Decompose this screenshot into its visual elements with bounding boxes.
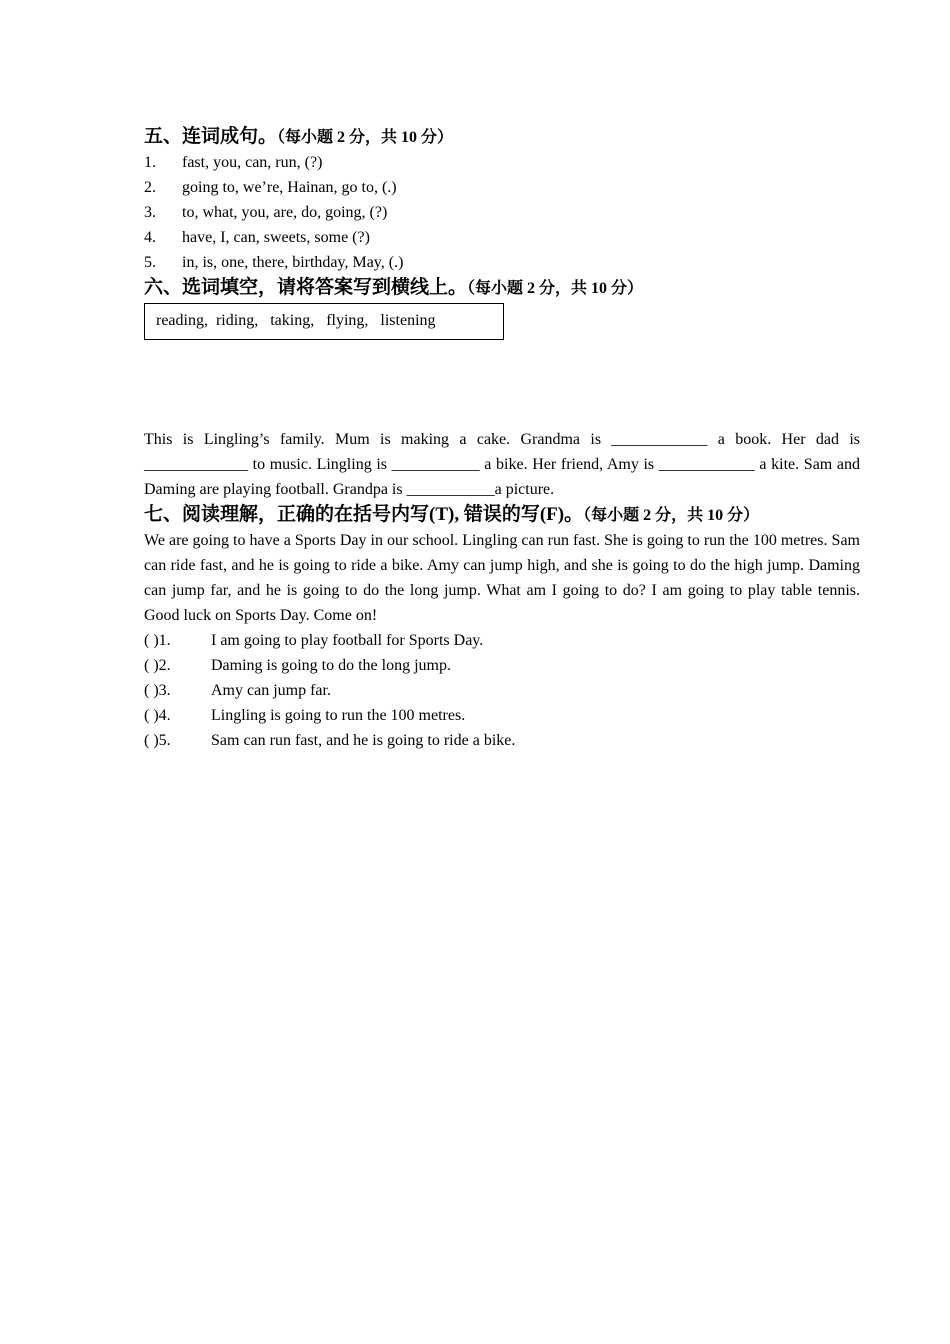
item-number: 1. [144,154,156,171]
section5-item [144,150,860,175]
item-text: in, is, one, there, birthday, May, (.) [182,254,404,271]
section5-item [144,225,860,250]
section5-title: 五、连词成句。 [144,126,278,147]
item-text: Sam can run fast, and he is going to ride a bike. [211,732,516,749]
section5-item [144,250,860,275]
item-text: fast, you, can, run, (?) [182,154,323,171]
true-false-item [144,703,860,728]
answer-bracket: ( )5. [144,732,171,749]
section5-item [144,175,860,200]
answer-bracket: ( )4. [144,707,171,724]
section7-title: 七、阅读理解，正确的在括号内写(T), 错误的写(F)。 [144,504,584,525]
blank-space [144,340,860,427]
answer-bracket: ( )1. [144,632,171,649]
section5-item [144,200,860,225]
true-false-item [144,678,860,703]
item-text: Daming is going to do the long jump. [211,657,451,674]
item-text: going to, we’re, Hainan, go to, (.) [182,179,397,196]
section5-note: （每小题 2 分，共 10 分） [277,129,454,146]
answer-bracket: ( )2. [144,657,171,674]
answer-bracket: ( )3. [144,682,171,699]
item-number: 3. [144,204,156,221]
section6-passage: This is Lingling’s family. Mum is making a cake. Grandma is ____________ a book. Her dad is _____________ to music. Lingling is ___________ a bike. Her friend, Amy is ____________ a kite. Sam and Daming are playing football. Grandpa is ___________a picture. [144,431,860,498]
item-text: I am going to play football for Sports Day. [211,632,484,649]
section6-note: （每小题 2 分，共 10 分） [467,280,644,297]
section7-heading [144,502,860,528]
item-text: to, what, you, are, do, going, (?) [182,204,388,221]
item-number: 5. [144,254,156,271]
worksheet-page [144,124,860,753]
item-text: have, I, can, sweets, some (?) [182,229,370,246]
item-text: Lingling is going to run the 100 metres. [211,707,466,724]
section7-passage: We are going to have a Sports Day in our school. Lingling can run fast. She is going to run the 100 metres. Sam can ride fast, and he is going to ride a bike. Amy can jump high, and she is going to do the high jump. Daming can jump far, and he is going to do the long jump. What am I going to do? I am going to play table tennis. Good luck on Sports Day. Come on! [144,532,860,624]
true-false-item [144,728,860,753]
true-false-item [144,628,860,653]
section6-heading [144,275,860,301]
section5-heading [144,124,860,150]
true-false-item [144,653,860,678]
word-bank-box: reading, riding, taking, flying, listening [144,303,504,340]
section6-title: 六、选词填空，请将答案写到横线上。 [144,277,468,298]
item-number: 2. [144,179,156,196]
section7-note: （每小题 2 分，共 10 分） [583,507,760,524]
item-text: Amy can jump far. [211,682,331,699]
item-number: 4. [144,229,156,246]
